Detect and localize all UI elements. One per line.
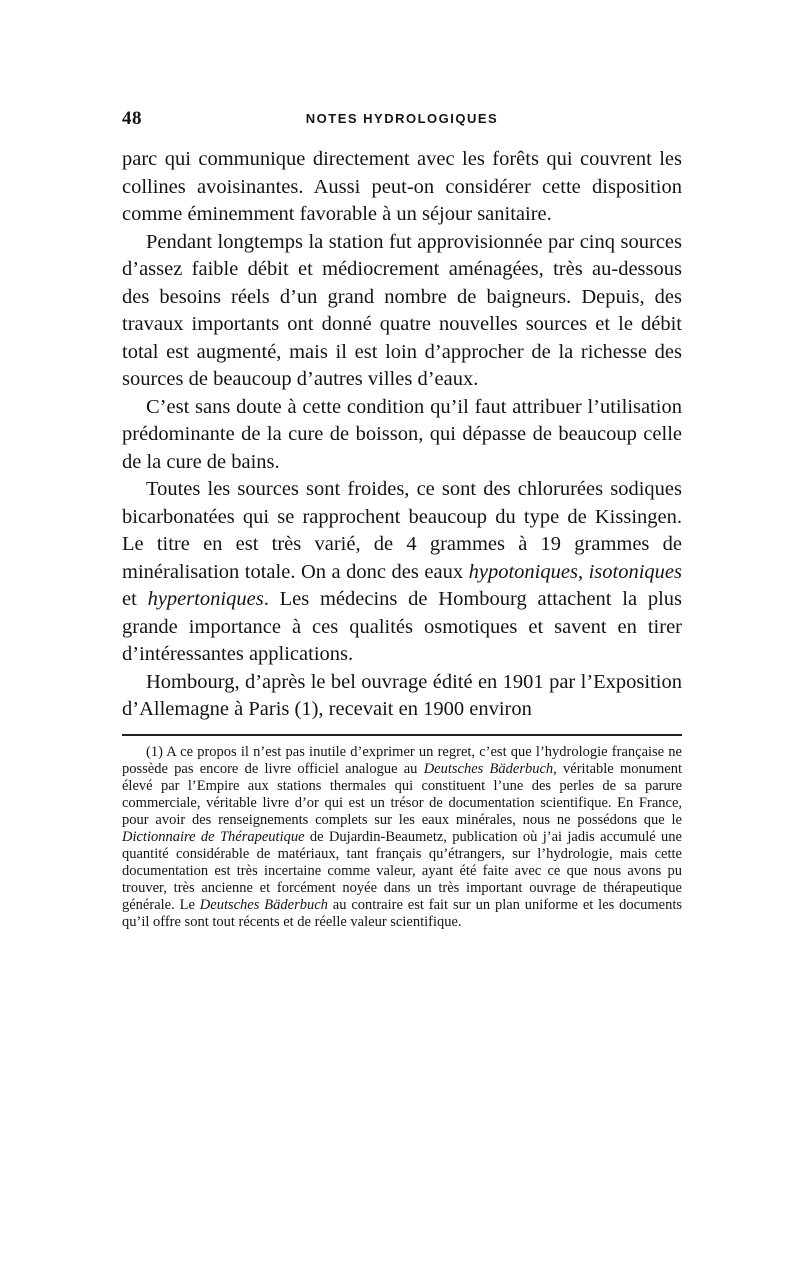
italic-text: hypotoniques <box>468 560 578 583</box>
footnote-rule <box>122 734 682 736</box>
text-run: , véritable monument élevé par l’Empire aux stations thermales qui constituent l’une des perles de sa parure commerciale, véritable livre d’or qui est un trésor de documentation scientifique. En France, pour avoir des renseignements complets sur les eaux minérales, nous ne possédons que le <box>122 760 683 828</box>
text-run: et <box>122 588 148 610</box>
paragraph <box>122 394 682 477</box>
page-number: 48 <box>122 108 142 129</box>
italic-text: Deutsches Bäderbuch <box>423 760 554 777</box>
footnote-paragraph <box>122 744 682 931</box>
text-run: Pendant longtemps la station fut approvisionnée par cinq sources d’assez faible débit et médiocrement aménagées, très au-dessous des besoins réels d’un grand nombre de baigneurs. Depuis, des travaux importants ont donné quatre nouvelles sources et le débit total est augmenté, mais il est loin d’approcher de la richesse des sources de beaucoup d’autres villes d’eaux. <box>122 230 682 390</box>
text-run: (1) A ce propos il n’est pas inutile d’exprimer un regret, c’est que l’hydrologie française ne possède pas encore de livre officiel analogue au <box>122 743 682 777</box>
italic-text: Deutsches Bäderbuch <box>199 896 328 913</box>
page-header <box>122 108 682 136</box>
text-run: au contraire est fait sur un plan uniforme et les documents qu’il offre sont tout récents et de réelle valeur scientifique. <box>122 896 682 930</box>
text-run: , <box>577 560 589 583</box>
book-page <box>122 108 682 931</box>
text-run: Toutes les sources sont froides, ce sont des chlorurées sodiques bicarbonatées qui se rapprochent beaucoup du type de Kissingen. Le titre en est très varié, de 4 grammes à 19 grammes de minéralisation totale. On a donc des eaux <box>122 478 682 583</box>
paragraph <box>122 476 682 669</box>
running-title: NOTES HYDROLOGIQUES <box>305 111 499 126</box>
italic-text: hypertoniques <box>147 588 264 610</box>
footnote <box>122 744 682 931</box>
paragraph <box>122 669 682 724</box>
paragraph <box>122 229 682 394</box>
text-run: C’est sans doute à cette condition qu’il faut attribuer l’utilisation prédominante de la cure de boisson, qui dépasse de beaucoup celle de la cure de bains. <box>122 395 682 473</box>
text-run: . Les médecins de Hombourg attachent la plus grande importance à ces qualités osmotiques et savent en tirer d’intéressantes applications. <box>122 588 682 665</box>
paragraph <box>122 146 682 229</box>
text-run: parc qui communique directement avec les forêts qui couvrent les collines avoisinantes. Aussi peut-on considérer cette disposition comme éminemment favorable à un séjour sanitaire. <box>122 148 682 225</box>
text-run: de Dujardin-Beaumetz, publication où j’ai jadis accumulé une quantité considérable de matériaux, tant français qu’étrangers, sur l’hydrologie, mais cette documentation est très incertaine comme valeur, ayant été faite avec ce que nous avons pu trouver, très ancienne et forcément noyée dans un très important ouvrage de thérapeutique générale. Le <box>122 828 682 913</box>
text-run: Hombourg, d’après le bel ouvrage édité en 1901 par l’Exposition d’Allemagne à Paris (1), recevait en 1900 environ <box>122 670 682 720</box>
italic-text: Dictionnaire de Thérapeutique <box>122 828 305 845</box>
italic-text: isotoniques <box>588 560 683 583</box>
body-text <box>122 146 682 724</box>
